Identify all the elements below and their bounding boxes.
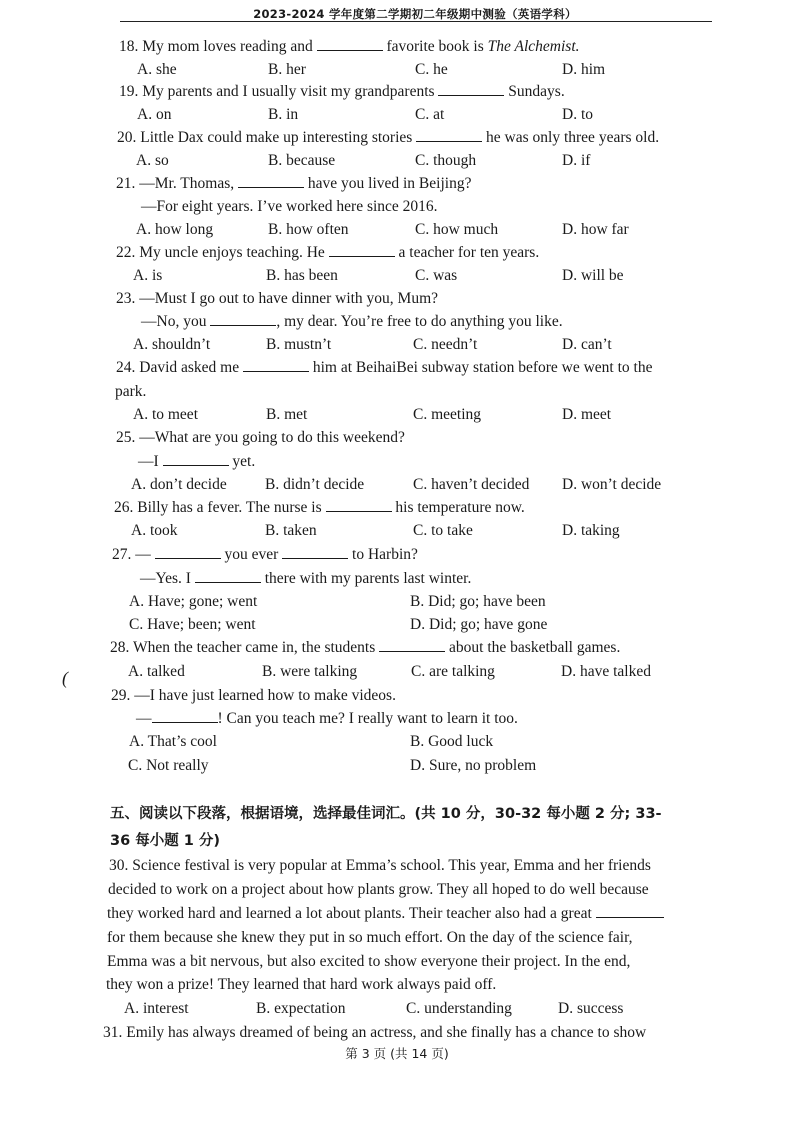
question-27-text-4: —Yes. I [140, 570, 191, 587]
question-29-text-1: — [136, 710, 152, 727]
option-b: B. Good luck [410, 733, 494, 750]
answer-blank [155, 546, 221, 559]
answer-blank [329, 244, 395, 257]
option-d: D. Did; go; have gone [410, 616, 548, 633]
question-19-text-1: 19. My parents and I usually visit my grandparents [119, 83, 435, 100]
question-21-text-2: have you lived in Beijing? [307, 175, 472, 192]
option-c: C. how much [415, 221, 499, 238]
question-26-text-1: 26. Billy has a fever. The nurse is [114, 499, 322, 516]
option-b: B. didn’t decide [265, 476, 365, 493]
answer-blank [416, 129, 482, 142]
question-24-text-2: him at BeihaiBei subway station before we went to the [312, 359, 653, 376]
option-a: A. That’s cool [129, 733, 217, 750]
option-d: D. will be [562, 267, 624, 284]
option-b: B. were talking [262, 663, 358, 680]
question-22-text-1: 22. My uncle enjoys teaching. He [116, 244, 325, 261]
option-d: D. to [562, 106, 593, 123]
question-20-text-1: 20. Little Dax could make up interesting stories [117, 129, 413, 146]
option-d: D. have talked [561, 663, 651, 680]
option-b: B. her [268, 61, 306, 78]
section-5-title-continued: 36 每小题 1 分) [110, 833, 221, 849]
page-number: 第 3 页 (共 14 页) [345, 1046, 449, 1061]
option-a: A. Have; gone; went [129, 593, 258, 610]
option-b: B. how often [268, 221, 349, 238]
option-c: C. are talking [411, 663, 495, 680]
question-20 [117, 128, 659, 148]
option-d: D. how far [562, 221, 629, 238]
question-25: 25. —What are you going to do this weekend? [116, 429, 405, 446]
question-28-text-2: about the basketball games. [449, 639, 621, 656]
question-23-text-1: —No, you [141, 313, 207, 330]
passage-line: Emma was a bit nervous, but also excited to show everyone their project. In the end, [107, 953, 631, 970]
option-c: C. to take [413, 522, 473, 539]
question-18-text-1: 18. My mom loves reading and [119, 38, 313, 55]
answer-blank [163, 453, 229, 466]
answer-blank [438, 83, 504, 96]
option-c: C. at [415, 106, 445, 123]
question-21-text-1: 21. —Mr. Thomas, [116, 175, 235, 192]
option-d: D. taking [562, 522, 620, 539]
option-d: D. if [562, 152, 591, 169]
answer-blank [152, 710, 218, 723]
passage-line: for them because she knew they put in so much effort. On the day of the science fair, [107, 929, 633, 946]
option-a: A. to meet [133, 406, 198, 423]
page-header: 2023-2024 学年度第二学期初二年级期中测验（英语学科） [253, 7, 577, 21]
option-c: C. meeting [413, 406, 482, 423]
option-c: C. he [415, 61, 448, 78]
question-23: 23. —Must I go out to have dinner with you, Mum? [116, 290, 439, 307]
option-a: A. don’t decide [131, 476, 227, 493]
passage-line: decided to work on a project about how plants grow. They all hoped to do well because [108, 881, 649, 898]
option-b: B. because [268, 152, 336, 169]
passage-line: they won a prize! They learned that hard work always paid off. [106, 976, 497, 993]
answer-blank [317, 38, 383, 51]
question-18 [119, 37, 580, 57]
option-b: B. Did; go; have been [410, 593, 546, 610]
answer-blank [243, 359, 309, 372]
option-c: C. Have; been; went [129, 616, 256, 633]
option-b: B. taken [265, 522, 317, 539]
question-24 [116, 358, 652, 378]
section-5-title: 五、阅读以下段落，根据语境，选择最佳词汇。(共 10 分，30-32 每小题 2 分; 33- [110, 806, 662, 822]
answer-blank [326, 499, 392, 512]
question-27-text-3: to Harbin? [352, 546, 418, 563]
option-b: B. met [266, 406, 308, 423]
option-a: A. how long [136, 221, 214, 238]
question-29-text-2: ! Can you teach me? I really want to learn it too. [217, 710, 518, 727]
passage-line: 30. Science festival is very popular at Emma’s school. This year, Emma and her friends [109, 857, 651, 874]
question-20-text-2: he was only three years old. [486, 129, 660, 146]
book-title: The Alchemist. [487, 38, 580, 55]
header-rule [120, 21, 712, 22]
option-a: A. so [136, 152, 169, 169]
option-a: A. shouldn’t [133, 336, 211, 353]
question-25-text-1: —I [138, 453, 159, 470]
option-b: B. has been [266, 267, 338, 284]
question-22-text-2: a teacher for ten years. [398, 244, 540, 261]
margin-mark: ( [62, 668, 68, 688]
option-b: B. expectation [256, 1000, 346, 1017]
option-a: A. talked [128, 663, 185, 680]
question-27-text-1: 27. — [112, 546, 151, 563]
answer-blank [238, 175, 304, 188]
question-28-text-1: 28. When the teacher came in, the students [110, 639, 376, 656]
option-c: C. needn’t [413, 336, 478, 353]
option-b: B. in [268, 106, 299, 123]
answer-blank [379, 639, 445, 652]
option-d: D. can’t [562, 336, 612, 353]
question-26-text-2: his temperature now. [395, 499, 525, 516]
question-22 [116, 243, 539, 263]
question-28 [110, 638, 620, 658]
question-21 [116, 174, 471, 194]
passage-line [107, 904, 664, 924]
question-29: 29. —I have just learned how to make videos. [111, 687, 396, 704]
question-27-text-5: there with my parents last winter. [264, 570, 472, 587]
option-a: A. interest [124, 1000, 189, 1017]
option-b: B. mustn’t [266, 336, 332, 353]
answer-blank [195, 570, 261, 583]
option-c: C. haven’t decided [413, 476, 530, 493]
option-c: C. though [415, 152, 477, 169]
question-19-text-2: Sundays. [508, 83, 565, 100]
question-25-text-2: yet. [232, 453, 256, 470]
option-c: C. Not really [128, 757, 209, 774]
question-24-text-1: 24. David asked me [116, 359, 240, 376]
question-27-response [140, 569, 471, 589]
question-29-response [136, 709, 518, 729]
question-27 [112, 545, 418, 565]
answer-blank [596, 905, 664, 918]
option-d: D. success [558, 1000, 624, 1017]
option-c: C. understanding [406, 1000, 512, 1017]
option-a: A. she [137, 61, 177, 78]
option-d: D. meet [562, 406, 612, 423]
question-26 [114, 498, 525, 518]
question-23-text-2: , my dear. You’re free to do anything you like. [276, 313, 563, 330]
answer-blank [210, 313, 276, 326]
option-d: D. won’t decide [562, 476, 662, 493]
option-a: A. took [131, 522, 178, 539]
option-d: D. Sure, no problem [410, 757, 537, 774]
question-24-continued: park. [115, 383, 147, 400]
passage-line-text: they worked hard and learned a lot about plants. Their teacher also had a great [107, 905, 592, 922]
question-25-response [138, 452, 255, 472]
question-27-text-2: you ever [224, 546, 279, 563]
option-a: A. is [133, 267, 163, 284]
question-31: 31. Emily has always dreamed of being an actress, and she finally has a chance to show [103, 1024, 647, 1041]
option-c: C. was [415, 267, 458, 284]
option-d: D. him [562, 61, 606, 78]
answer-blank [282, 546, 348, 559]
question-23-response [141, 312, 563, 332]
question-19 [119, 82, 565, 102]
option-a: A. on [137, 106, 172, 123]
question-21-response: —For eight years. I’ve worked here since 2016. [141, 198, 438, 215]
question-18-text-2: favorite book is [386, 38, 484, 55]
